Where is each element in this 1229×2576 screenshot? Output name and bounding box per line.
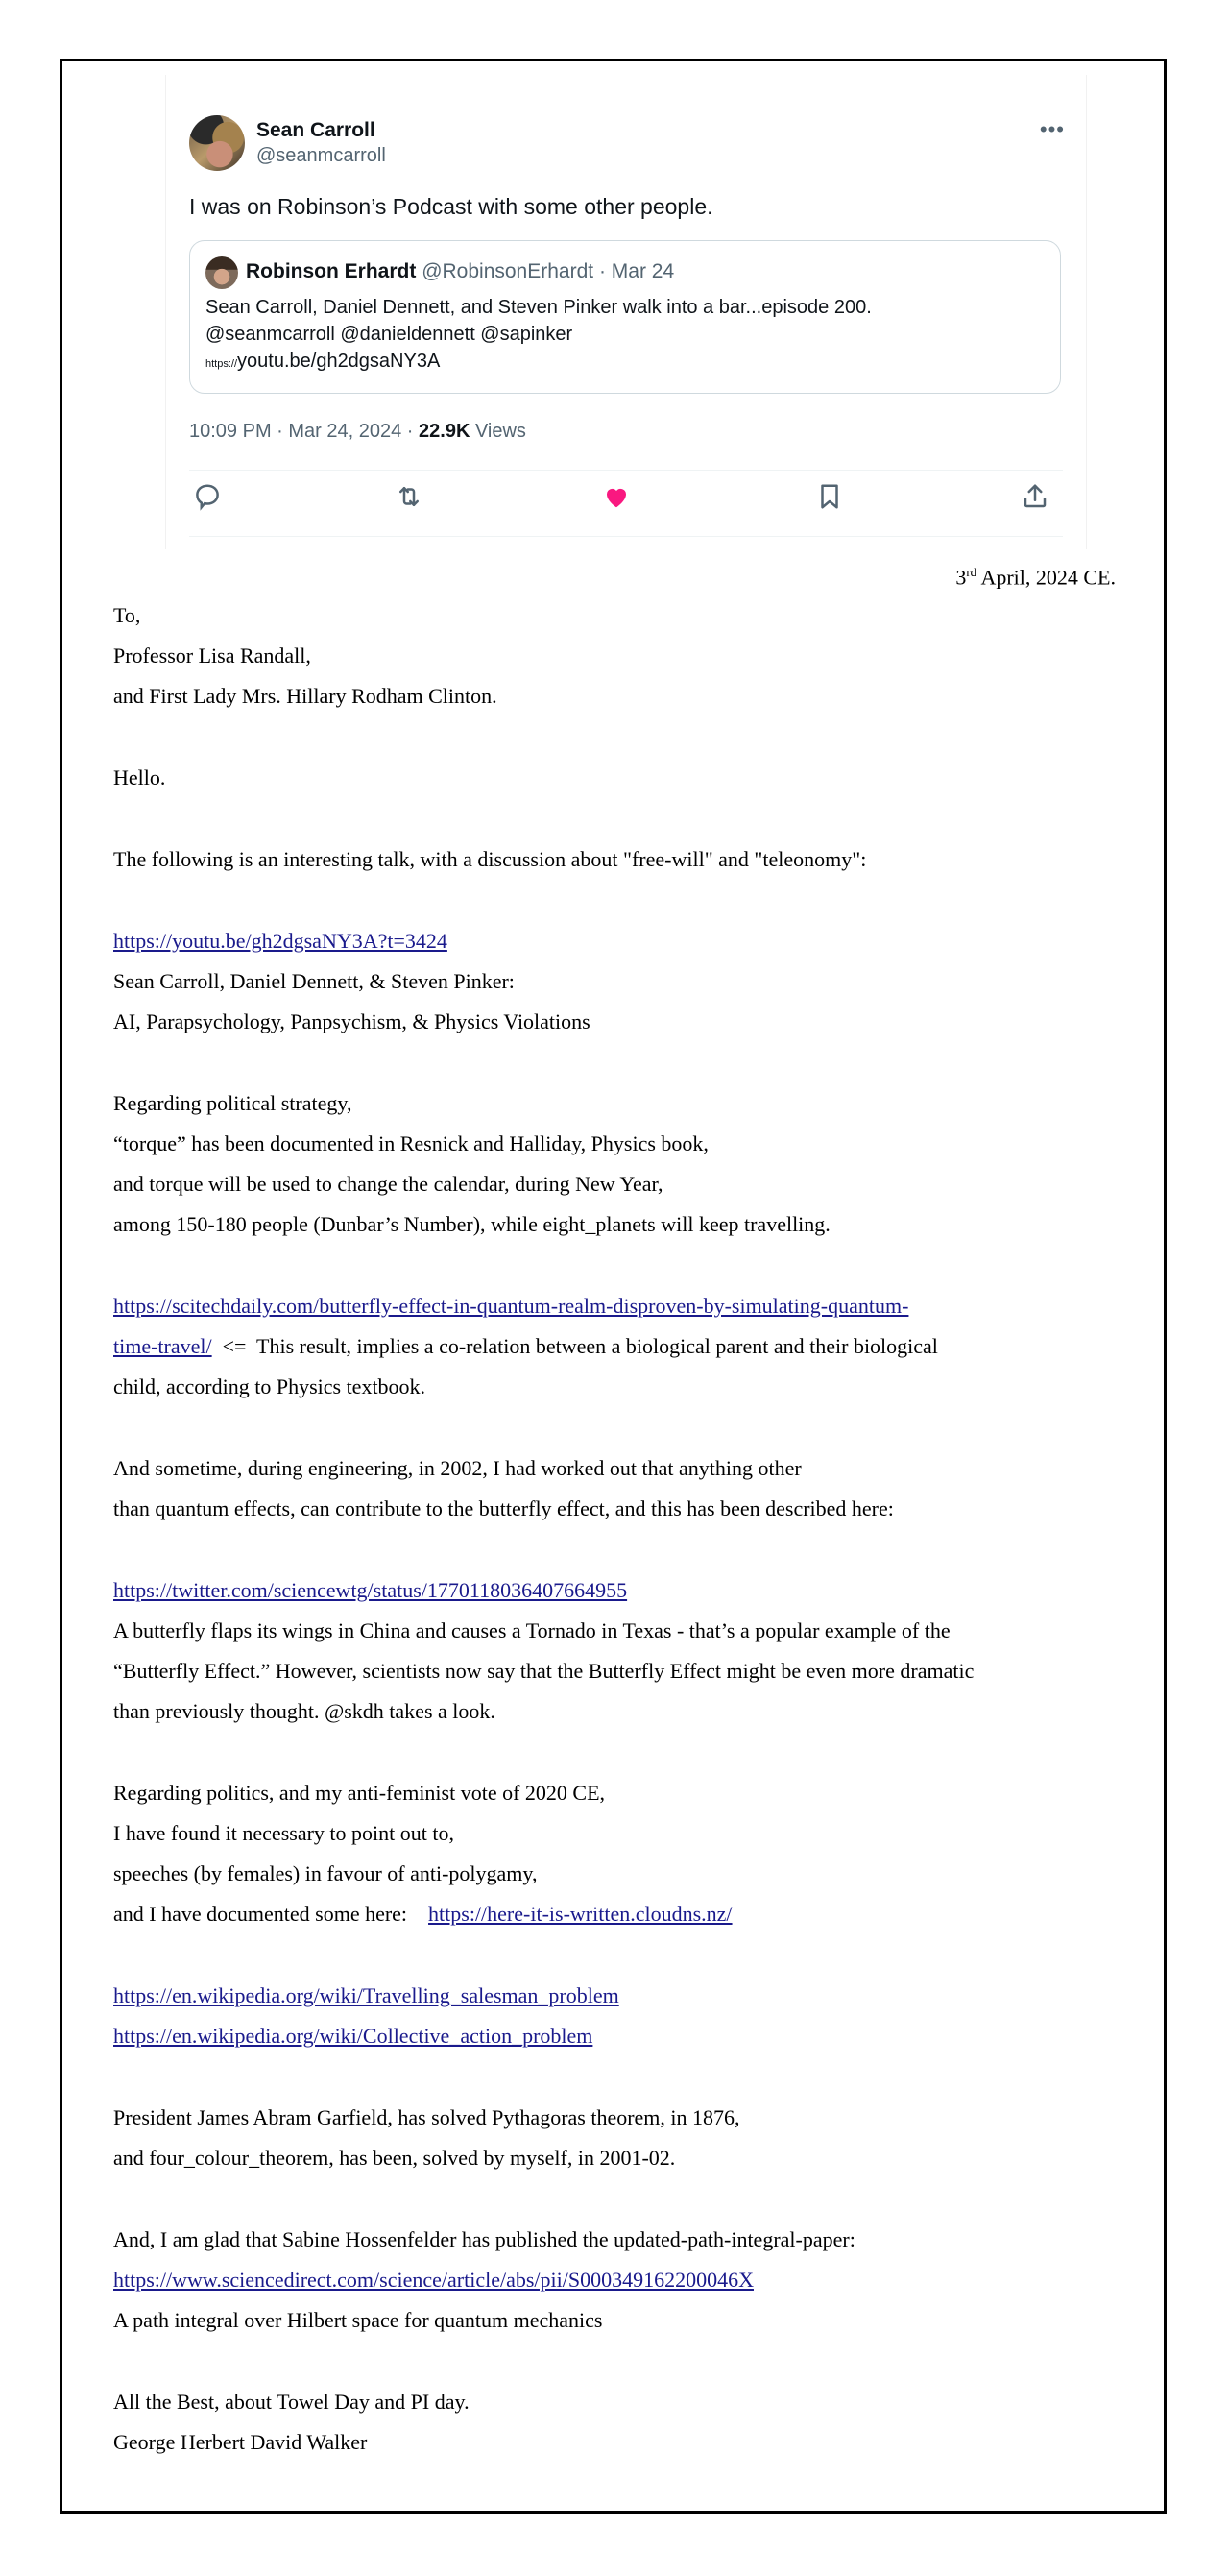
tweet-timestamp: 10:09 PM · Mar 24, 2024 ·: [189, 421, 420, 442]
recipient-line: and First Lady Mrs. Hillary Rodham Clinton.: [113, 684, 497, 708]
quoted-text-line: Sean Carroll, Daniel Dennett, and Steven Pinker walk into a bar...episode 200.: [205, 297, 872, 318]
quoted-link-text[interactable]: youtu.be/gh2dgsaNY3A: [237, 351, 441, 372]
quoted-mentions: @seanmcarroll @danieldennett @sapinker: [205, 324, 573, 345]
bookmark-icon[interactable]: [815, 482, 850, 517]
talk-title-line: Sean Carroll, Daniel Dennett, & Steven Pinker:: [113, 969, 515, 993]
politics-line: speeches (by females) in favour of anti-polygamy,: [113, 1861, 538, 1885]
quoted-author-handle: @RobinsonErhardt: [422, 260, 594, 282]
quoted-author-name: Robinson Erhardt: [246, 260, 417, 282]
date-rest: April, 2024 CE.: [976, 565, 1116, 590]
more-horizontal-icon[interactable]: •••: [1039, 117, 1065, 141]
author-handle[interactable]: @seanmcarroll: [256, 145, 386, 166]
divider: [189, 470, 1063, 471]
retweet-icon[interactable]: [395, 482, 429, 517]
quoted-tweet[interactable]: [189, 240, 1061, 394]
like-icon[interactable]: [602, 482, 637, 517]
intro-paragraph: The following is an interesting talk, with a discussion about "free-will" and "teleonomy":: [113, 847, 867, 871]
tweet-text: I was on Robinson’s Podcast with some other people.: [189, 194, 713, 219]
salutation-to: To,: [113, 603, 141, 627]
butterfly-line: “Butterfly Effect.” However, scientists now say that the Butterfly Effect might be even more dramatic: [113, 1659, 975, 1683]
politics-line: Regarding politics, and my anti-feminist vote of 2020 CE,: [113, 1781, 606, 1805]
quoted-tweet-header: [246, 260, 674, 283]
scitech-note: <= This result, implies a co-relation between a biological parent and their biological: [211, 1334, 938, 1358]
butterfly-line: than previously thought. @skdh takes a look.: [113, 1699, 495, 1723]
here-it-is-written-link[interactable]: https://here-it-is-written.cloudns.nz/: [428, 1902, 733, 1926]
strategy-line: and torque will be used to change the calendar, during New Year,: [113, 1172, 663, 1196]
quoted-separator: ·: [593, 260, 612, 282]
embedded-tweet: [165, 75, 1087, 549]
paper-title: A path integral over Hilbert space for quantum mechanics: [113, 2308, 603, 2332]
wikipedia-tsp-link[interactable]: https://en.wikipedia.org/wiki/Travelling_salesman_problem: [113, 1983, 619, 2007]
wikipedia-collective-action-link[interactable]: https://en.wikipedia.org/wiki/Collective_action_problem: [113, 2024, 593, 2048]
tweet-meta: [189, 421, 526, 443]
politics-line: and I have documented some here:: [113, 1902, 429, 1926]
views-count: 22.9K: [419, 421, 470, 442]
sabine-line: And, I am glad that Sabine Hossenfelder has published the updated-path-integral-paper:: [113, 2227, 855, 2251]
politics-line: I have found it necessary to point out to,: [113, 1821, 454, 1845]
date-day: 3: [955, 565, 967, 590]
garfield-line: and four_colour_theorem, has been, solved by myself, in 2001-02.: [113, 2146, 676, 2170]
views-label: Views: [470, 421, 526, 442]
quoted-link[interactable]: [205, 351, 440, 373]
butterfly-line: A butterfly flaps its wings in China and causes a Tornado in Texas - that’s a popular example of the: [113, 1618, 951, 1642]
signature: George Herbert David Walker: [113, 2430, 368, 2454]
recipient-line: Professor Lisa Randall,: [113, 644, 311, 668]
date-suffix: rd: [966, 565, 977, 579]
sciencedirect-link[interactable]: https://www.sciencedirect.com/science/article/abs/pii/S000349162200046X: [113, 2268, 754, 2292]
talk-title-line: AI, Parapsychology, Panpsychism, & Physics Violations: [113, 1009, 590, 1033]
strategy-line: “torque” has been documented in Resnick and Halliday, Physics book,: [113, 1131, 709, 1155]
quoted-author-avatar: [205, 256, 238, 289]
like-heart-shape: [607, 489, 626, 507]
strategy-line: Regarding political strategy,: [113, 1091, 352, 1115]
author-name[interactable]: Sean Carroll: [256, 119, 375, 141]
scitechdaily-link-continued[interactable]: time-travel/: [113, 1334, 212, 1358]
scitechdaily-link[interactable]: https://scitechdaily.com/butterfly-effect-in-quantum-realm-disproven-by-simulating-quantum-: [113, 1294, 909, 1318]
greeting: Hello.: [113, 766, 166, 790]
youtube-link[interactable]: https://youtu.be/gh2dgsaNY3A?t=3424: [113, 929, 447, 953]
divider: [189, 536, 1063, 537]
engineering-line: than quantum effects, can contribute to the butterfly effect, and this has been described here:: [113, 1496, 894, 1520]
closing-line: All the Best, about Towel Day and PI day.: [113, 2390, 470, 2414]
share-icon[interactable]: [1021, 482, 1055, 517]
letter-date: [955, 565, 1116, 590]
twitter-link[interactable]: https://twitter.com/sciencewtg/status/1770118036407664955: [113, 1578, 628, 1602]
scitech-note-line: child, according to Physics textbook.: [113, 1374, 426, 1398]
tweet-actions: [189, 482, 1063, 524]
reply-icon[interactable]: [193, 482, 228, 517]
engineering-line: And sometime, during engineering, in 2002, I had worked out that anything other: [113, 1456, 802, 1480]
quoted-date: Mar 24: [611, 260, 675, 282]
quoted-link-prefix: https://: [205, 358, 238, 370]
garfield-line: President James Abram Garfield, has solved Pythagoras theorem, in 1876,: [113, 2105, 740, 2129]
author-avatar[interactable]: [189, 115, 245, 171]
strategy-line: among 150-180 people (Dunbar’s Number), while eight_planets will keep travelling.: [113, 1212, 831, 1236]
